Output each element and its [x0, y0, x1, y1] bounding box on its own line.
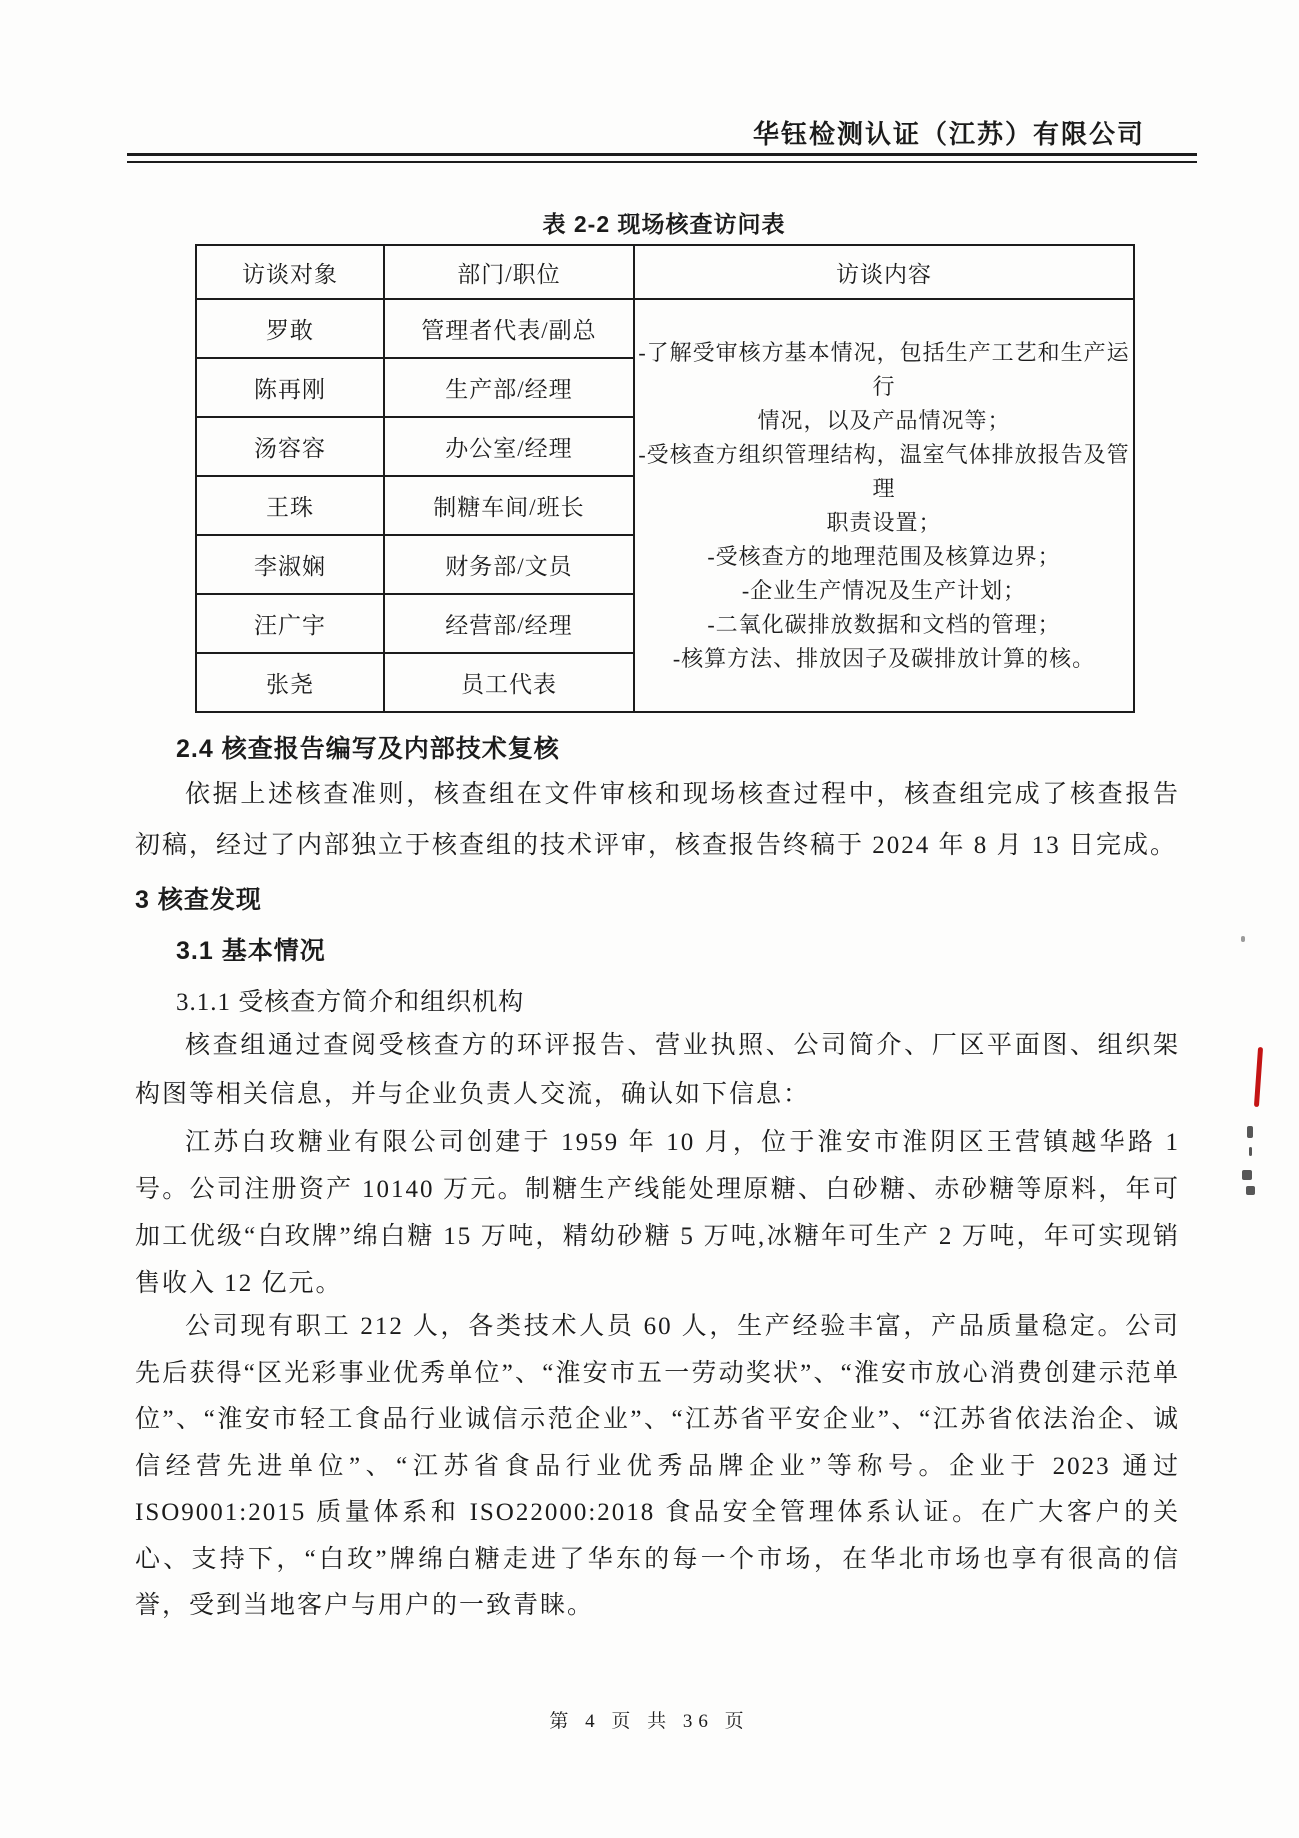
ink-speck — [1247, 1126, 1253, 1138]
position-cell: 生产部/经理 — [384, 358, 634, 417]
ink-speck — [1246, 1186, 1255, 1195]
interview-content-line: -了解受审核方基本情况，包括生产工艺和生产运行 — [638, 339, 1130, 399]
interview-content-line: -核算方法、排放因子及碳排放计算的核。 — [672, 645, 1096, 671]
col-header-content: 访谈内容 — [634, 245, 1134, 299]
interviewee-name-cell: 罗敢 — [196, 299, 384, 358]
header-rule — [127, 153, 1197, 163]
interviewee-name-cell: 李淑娴 — [196, 535, 384, 594]
company-profile-paragraph: 江苏白玫糖业有限公司创建于 1959 年 10 月，位于淮安市淮阴区王营镇越华路 1 号。公司注册资产 10140 万元。制糖生产线能处理原糖、白砂糖、赤砂糖等原料，年可加工优级“白玫牌”绵白糖 15 万吨，精幼砂糖 5 万吨,冰糖年可生产 2 万吨，年可实现销售收入 12 亿元。 — [135, 1129, 1180, 1297]
interviewee-name-cell: 汤容容 — [196, 417, 384, 476]
interviewee-name-cell: 汪广宇 — [196, 594, 384, 653]
col-header-interviewee: 访谈对象 — [196, 245, 384, 299]
section-3-1-heading: 3.1 基本情况 — [176, 937, 326, 965]
table-row — [196, 299, 1134, 358]
interview-content-line: 情况，以及产品情况等； — [757, 407, 1011, 433]
position-cell: 制糖车间/班长 — [384, 476, 634, 535]
interviewee-name-cell: 王珠 — [196, 476, 384, 535]
position-cell: 办公室/经理 — [384, 417, 634, 476]
section-2-4-paragraph: 依据上述核查准则，核查组在文件审核和现场核查过程中，核查组完成了核查报告初稿，经过了内部独立于核查组的技术评审，核查报告终稿于 2024 年 8 月 13 日完成。 — [135, 781, 1180, 859]
interview-content-line: -受核查方的地理范围及核算边界； — [707, 543, 1061, 569]
interview-content-line: -受核查方组织管理结构，温室气体排放报告及管理 — [638, 441, 1130, 501]
intro-paragraph: 核查组通过查阅受核查方的环评报告、营业执照、公司简介、厂区平面图、组织架构图等相关信息，并与企业负责人交流，确认如下信息： — [135, 1032, 1180, 1108]
section-2-4-heading: 2.4 核查报告编写及内部技术复核 — [176, 735, 560, 763]
visit-table — [195, 244, 1135, 713]
interview-content-line: 职责设置； — [826, 509, 942, 535]
interviewee-name-cell: 张尧 — [196, 653, 384, 712]
section-3-1-1-heading: 3.1.1 受核查方简介和组织机构 — [176, 989, 525, 1016]
table-title: 表 2-2 现场核查访问表 — [542, 211, 786, 237]
interview-content-line: -二氧化碳排放数据和文档的管理； — [707, 611, 1061, 637]
position-cell: 财务部/文员 — [384, 535, 634, 594]
interview-content-line: -企业生产情况及生产计划； — [741, 577, 1027, 603]
header-company-name: 华钰检测认证（江苏）有限公司 — [752, 120, 1145, 149]
section-3-heading: 3 核查发现 — [135, 886, 262, 914]
red-pen-mark — [1254, 1047, 1263, 1107]
interviewee-name-cell: 陈再刚 — [196, 358, 384, 417]
position-cell: 经营部/经理 — [384, 594, 634, 653]
ink-speck — [1241, 936, 1245, 942]
interview-content-cell — [634, 299, 1134, 712]
ink-speck — [1242, 1170, 1252, 1180]
ink-speck — [1249, 1147, 1252, 1156]
position-cell: 员工代表 — [384, 653, 634, 712]
page-number-footer: 第 4 页 共 36 页 — [549, 1711, 750, 1732]
table-header-row — [196, 245, 1134, 299]
col-header-position: 部门/职位 — [384, 245, 634, 299]
company-honors-paragraph: 公司现有职工 212 人，各类技术人员 60 人，生产经验丰富，产品质量稳定。公司先后获得“区光彩事业优秀单位”、“淮安市五一劳动奖状”、“淮安市放心消费创建示范单位”、“淮安市轻工食品行业诚信示范企业”、“江苏省平安企业”、“江苏省依法治企、诚信经营先进单位”、“江苏省食品行业优秀品牌企业”等称号。企业于 2023 通过 ISO9001:2015 质量体系和 ISO22000:2018 食品安全管理体系认证。在广大客户的关心、支持下，“白玫”牌绵白糖走进了华东的每一个市场，在华北市场也享有很高的信誉，受到当地客户与用户的一致青睐。 — [135, 1313, 1180, 1619]
position-cell: 管理者代表/副总 — [384, 299, 634, 358]
